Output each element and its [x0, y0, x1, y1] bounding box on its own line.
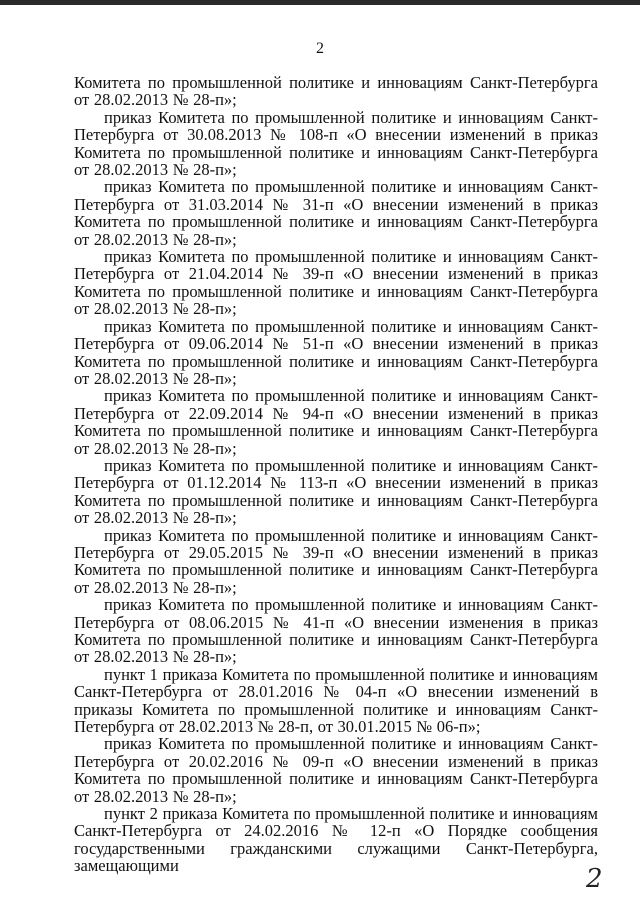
document-body	[74, 74, 598, 875]
paragraph: приказ Комитета по промышленной политике и инновациям Санкт-Петербурга от 29.05.2015 № 39-п «О внесении изменений в приказ Комитета по промышленной политике и инновациям Санкт-Петербурга от 28.02.2013 № 28-п»;	[74, 525, 598, 597]
paragraph: пункт 1 приказа Комитета по промышленной политике и инновациям Санкт-Петербурга от 28.01.2016 № 04-п «О внесении изменений в приказы Комитета по промышленной политике и инновациям Санкт-Петербурга от 28.02.2013 № 28-п, от 30.01.2015 № 06-п»;	[74, 664, 598, 737]
paragraph: приказ Комитета по промышленной политике и инновациям Санкт-Петербурга от 30.08.2013 № 108-п «О внесении изменений в приказ Комитета по промышленной политике и инновациям Санкт-Петербурга от 28.02.2013 № 28-п»;	[74, 107, 598, 180]
top-border	[0, 0, 640, 5]
handwritten-page-mark: 2	[586, 864, 603, 894]
paragraph: приказ Комитета по промышленной политике и инновациям Санкт-Петербурга от 08.06.2015 № 41-п «О внесении изменения в приказ Комитета по промышленной политике и инновациям Санкт-Петербурга от 28.02.2013 № 28-п»;	[74, 595, 598, 667]
paragraph: приказ Комитета по промышленной политике и инновациям Санкт-Петербурга от 20.02.2016 № 09-п «О внесении изменений в приказ Комитета по промышленной политике и инновациям Санкт-Петербурга от 28.02.2013 № 28-п»;	[74, 734, 598, 806]
paragraph: приказ Комитета по промышленной политике и инновациям Санкт-Петербурга от 09.06.2014 № 51-п «О внесении изменений в приказ Комитета по промышленной политике и инновациям Санкт-Петербурга от 28.02.2013 № 28-п»;	[74, 316, 598, 388]
paragraph: приказ Комитета по промышленной политике и инновациям Санкт-Петербурга от 21.04.2014 № 39-п «О внесении изменений в приказ Комитета по промышленной политике и инновациям Санкт-Петербурга от 28.02.2013 № 28-п»;	[74, 247, 598, 319]
paragraph: приказ Комитета по промышленной политике и инновациям Санкт-Петербурга от 01.12.2014 № 113-п «О внесении изменений в приказ Комитета по промышленной политике и инновациям Санкт-Петербурга от 28.02.2013 № 28-п»;	[74, 455, 598, 528]
paragraph: пункт 2 приказа Комитета по промышленной политике и инновациям Санкт-Петербурга от 24.02.2016 № 12-п «О Порядке сообщения государственными гражданскими служащими Санкт-Петербурга, замещающими	[74, 804, 598, 876]
paragraph: приказ Комитета по промышленной политике и инновациям Санкт-Петербурга от 31.03.2014 № 31-п «О внесении изменений в приказ Комитета по промышленной политике и инновациям Санкт-Петербурга от 28.02.2013 № 28-п»;	[74, 177, 598, 249]
paragraph: приказ Комитета по промышленной политике и инновациям Санкт-Петербурга от 22.09.2014 № 94-п «О внесении изменений в приказ Комитета по промышленной политике и инновациям Санкт-Петербурга от 28.02.2013 № 28-п»;	[74, 386, 598, 458]
paragraph: Комитета по промышленной политике и инновациям Санкт-Петербурга от 28.02.2013 № 28-п»;	[74, 73, 598, 110]
page-number: 2	[316, 40, 324, 57]
